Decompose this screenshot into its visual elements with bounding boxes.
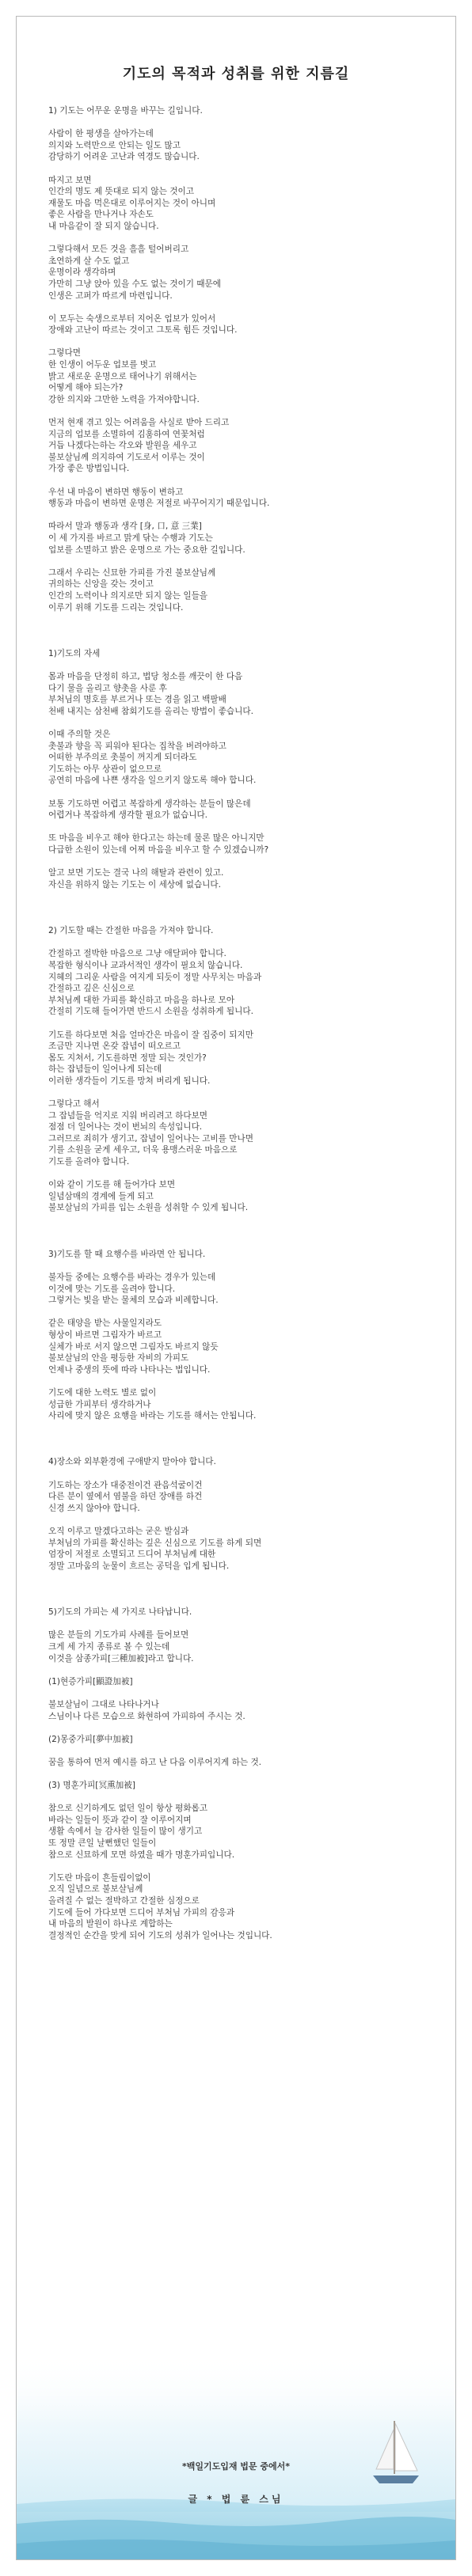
text-line: 그 잡념들을 억지로 지워 버리려고 하다보면 xyxy=(48,1110,208,1121)
text-line: 불보살님의 가피를 입는 소원을 성취할 수 있게 됩니다. xyxy=(48,1203,249,1213)
sailboat-icon xyxy=(368,2417,424,2492)
text-line: 오직 이루고 말겠다고하는 굳은 발심과 xyxy=(48,1527,189,1537)
text-line: 1)기도의 자세 xyxy=(48,648,101,658)
text-line: 2) 기도할 때는 간절한 마음을 가져야 합니다. xyxy=(48,926,214,936)
text-line: 먼저 현재 겪고 있는 어려움을 사실로 받아 드리고 xyxy=(48,418,230,428)
text-line: 감당하기 어려운 고난과 역경도 많습니다. xyxy=(48,152,200,162)
paragraph xyxy=(48,833,432,856)
text-line: 불보살님이 그대로 나타나거나 xyxy=(48,1699,159,1709)
text-line: 좋은 사람을 만나거나 자손도 xyxy=(48,210,154,220)
text-line: 같은 태양을 받는 사물일지라도 xyxy=(48,1318,162,1329)
text-line: 바라는 일들이 뜻과 같이 잘 이루어지며 xyxy=(48,1815,192,1825)
text-line: 이 세 가지를 바르고 맑게 닦는 수행과 기도는 xyxy=(48,533,213,543)
text-line: 참으로 신기하게도 없던 일이 항상 평화롭고 xyxy=(48,1804,208,1814)
paragraph xyxy=(48,1098,432,1168)
paragraph xyxy=(48,1734,432,1746)
text-line xyxy=(48,1433,432,1445)
text-line: 거듭 나겠다는하는 각오와 발원을 세우고 xyxy=(48,441,197,451)
paragraph xyxy=(48,948,432,1018)
text-line: (1)현증가피[顯證加被] xyxy=(48,1676,133,1686)
text-line: 하는 잡념들이 일어나게 되는데 xyxy=(48,1064,162,1075)
text-line: 일념삼매의 경계에 들게 되고 xyxy=(48,1191,154,1201)
paragraph xyxy=(48,521,432,556)
paragraph xyxy=(48,347,432,405)
footer-author: 글 * 법 륜 스님 xyxy=(188,2494,284,2505)
paragraph xyxy=(48,313,432,336)
text-line: 이것을 삼종가피[三種加被]라고 합니다. xyxy=(48,1653,194,1664)
paragraph xyxy=(48,1676,432,1688)
text-line: 언제나 중생의 뜻에 따라 나타나는 법입니다. xyxy=(48,1364,211,1375)
paragraph xyxy=(48,1757,432,1769)
text-line: 가장 좋은 방법입니다. xyxy=(48,464,130,474)
paragraph xyxy=(48,1318,432,1375)
paragraph xyxy=(48,1699,432,1722)
text-line: 4)장소와 외부환경에 구애받지 말아야 합니다. xyxy=(48,1457,216,1467)
text-line: (3) 명훈가피[冥熏加被] xyxy=(48,1781,135,1791)
paragraph xyxy=(48,1456,432,1468)
paragraph xyxy=(48,1607,432,1618)
paragraph xyxy=(48,1526,432,1572)
text-line: 이러한 생각들이 기도를 망쳐 버리게 됩니다. xyxy=(48,1076,211,1086)
text-line: 따라서 말과 행동과 생각 [身, 口, 意 三業] xyxy=(48,522,202,532)
text-line: 그래서 우리는 신묘한 가피를 가진 불보살님께 xyxy=(48,567,216,578)
text-line: 올려질 수 없는 절박하고 간절한 심정으로 xyxy=(48,1896,200,1906)
text-line: 간절하고 깊은 신심으로 xyxy=(48,984,135,994)
text-line: 의지와 노력만으로 안되는 일도 많고 xyxy=(48,140,181,150)
text-line: 알고 보면 기도는 결국 나의 해탈과 관련이 있고. xyxy=(48,868,224,878)
paragraph xyxy=(48,1803,432,1861)
text-line: 이 모두는 숙생으로부터 지어온 업보가 있어서 xyxy=(48,313,216,324)
text-line: 점점 더 일어나는 것이 번뇌의 속성입니다. xyxy=(48,1122,203,1132)
paragraph xyxy=(48,1249,432,1261)
text-line: 그렇다해서 모든 것을 흘흘 털어버리고 xyxy=(48,245,189,255)
text-line: 몸과 마음을 단정히 하고, 법당 청소를 깨끗이 한 다음 xyxy=(48,672,243,682)
text-line: 스님이나 다른 모습으로 화현하여 가피하여 주시는 것. xyxy=(48,1711,246,1721)
text-line: 불보살님의 안을 평등한 자비의 가피도 xyxy=(48,1353,189,1364)
text-line: 사람이 한 평생을 살아가는데 xyxy=(48,129,154,139)
text-line: (2)몽중가피[夢中加被] xyxy=(48,1734,133,1744)
text-line xyxy=(48,625,432,637)
paragraph xyxy=(48,487,432,510)
text-line: 우선 내 마음이 변하면 행동이 변하고 xyxy=(48,487,184,497)
text-line: 어떠한 부주의로 촛불이 꺼지게 되더라도 xyxy=(48,753,197,763)
text-line: 많은 분들의 기도가피 사례를 들어보면 xyxy=(48,1630,189,1641)
text-line: 부처님의 명호를 부르거나 또는 경을 읽고 백팔배 xyxy=(48,695,226,705)
page-title: 기도의 목적과 성취를 위한 지름길 xyxy=(122,66,350,82)
paragraph xyxy=(48,175,432,233)
text-line: 이것에 맞는 기도를 올려야 합니다. xyxy=(48,1284,176,1294)
text-line: 1) 기도는 어무운 운명을 바꾸는 길입니다. xyxy=(48,106,203,116)
text-line: 부처님의 가피를 확신하는 깊은 신심으로 기도를 하게 되면 xyxy=(48,1538,262,1548)
paragraph xyxy=(48,799,432,821)
text-line: 강한 의지와 그만한 노력을 가져야합니다. xyxy=(48,394,200,404)
text-line: 결정적인 순간을 맞게 되어 기도의 성취가 일어나는 것입니다. xyxy=(48,1930,272,1941)
text-line: 5)기도의 가피는 세 가지로 나타납니다. xyxy=(48,1607,192,1618)
paragraph xyxy=(48,1387,432,1422)
text-line: 불자들 중에는 요행수를 바라는 경우가 있는데 xyxy=(48,1272,216,1282)
text-line: 기도를 하다보면 처음 얼마간은 마음이 잘 집중이 되지만 xyxy=(48,1030,253,1040)
text-line: 기도하는 아무 상관이 없으므로 xyxy=(48,764,162,774)
text-line: 초연하게 살 수도 없고 xyxy=(48,256,130,266)
text-line: 어렵거나 복잡하게 생각할 필요가 없습니다. xyxy=(48,810,208,821)
text-line: 인생은 고퍼가 따르게 마련입니다. xyxy=(48,290,173,301)
text-line: 간절하고 절박한 마음으로 그냥 애달퍼야 합니다. xyxy=(48,949,226,959)
text-line: 기도를 올려야 합니다. xyxy=(48,1157,130,1167)
text-line: 복잡한 형식이나 교과서적인 생각이 필요치 않습니다. xyxy=(48,960,243,970)
text-line: 촛불과 향을 꼭 피워야 된다는 집착을 버려야하고 xyxy=(48,741,226,751)
paragraph xyxy=(48,867,432,890)
text-line: 자신을 위하지 않는 기도는 이 세상에 없습니다. xyxy=(48,879,222,890)
footer-note: *백일기도입재 법문 중에서* xyxy=(181,2461,291,2472)
paragraph xyxy=(48,648,432,660)
text-line: 어떻게 해야 되는가? xyxy=(48,383,124,393)
text-line: 이와 같이 기도를 해 들어가다 보면 xyxy=(48,1180,176,1190)
text-line: 그렇다고 해서 xyxy=(48,1099,100,1110)
paragraph xyxy=(48,128,432,163)
text-line: 참으로 신묘하게 모면 하였을 때가 명훈가피입니다. xyxy=(48,1849,235,1860)
text-line: 재물도 마음 먹은대로 이루어지는 것이 아니며 xyxy=(48,198,216,208)
text-line xyxy=(48,902,432,914)
text-line: 내 마음의 발원이 하나로 계합하는 xyxy=(48,1919,173,1929)
text-line: 지금의 업보를 소멸하여 김훔하여 연꽃처럼 xyxy=(48,429,205,439)
text-line: 엄장이 저절로 소멸되고 드디어 부처님께 대한 xyxy=(48,1550,216,1560)
paragraph xyxy=(48,1480,432,1515)
text-line xyxy=(48,1584,432,1595)
text-line: 한 인생이 어두운 업보를 벗고 xyxy=(48,360,157,370)
text-line: 조금만 지나면 온갖 잡념이 떠오르고 xyxy=(48,1041,181,1052)
paragraph xyxy=(48,902,432,914)
text-line: 신경 쓰지 않아야 합니다. xyxy=(48,1503,140,1513)
text-line: 그러므로 죄히가 생기고, 잡념이 일어나는 고비를 만나면 xyxy=(48,1133,253,1144)
paragraph xyxy=(48,1030,432,1087)
text-line: 지혜의 그리운 사람을 여지게 되듯이 정말 사무치는 마음과 xyxy=(48,972,262,982)
text-line: 불보살님께 의지하여 기도로서 이루는 것이 xyxy=(48,452,205,462)
paragraph xyxy=(48,1584,432,1595)
paragraph xyxy=(48,244,432,302)
text-line: 기도하는 장소가 대중전이건 관음석굴이건 xyxy=(48,1480,203,1490)
text-line: 가만히 그냥 앉아 있을 수도 없는 것이기 때문에 xyxy=(48,279,222,289)
text-line: 형상이 바르면 그림자가 바르고 xyxy=(48,1330,162,1340)
text-line: 보통 기도하면 어렵고 복잡하게 생각하는 분들이 많은데 xyxy=(48,799,251,809)
text-line: 또 정말 큰일 날뻔했던 일들이 xyxy=(48,1838,157,1849)
text-line: 인간의 명도 제 뜻대로 되지 않는 것이고 xyxy=(48,187,194,197)
text-line: 다급한 소원이 있는데 어찌 마음을 비우고 할 수 있겠습니까? xyxy=(48,845,269,855)
text-line: 정말 고마움의 눈물이 흐르는 공덕을 입게 됩니다. xyxy=(48,1561,230,1571)
paragraph xyxy=(48,105,432,117)
text-line: 내 마음같이 잘 되지 않습니다. xyxy=(48,221,159,231)
paragraph xyxy=(48,1179,432,1214)
document-frame xyxy=(16,16,456,2560)
text-line: 공연히 마음에 나쁜 생각을 일으키지 않도록 해야 합니다. xyxy=(48,776,257,786)
paragraph xyxy=(48,671,432,717)
text-line: 실체가 바로 서지 않으면 그림자도 바르지 않듯 xyxy=(48,1341,219,1352)
text-line: 또 마음을 비우고 해야 한다고는 하는데 물론 많은 아니지만 xyxy=(48,833,265,844)
text-line: 기도에 들어 가다보면 드디어 부처님 가피의 감응과 xyxy=(48,1907,235,1918)
text-line: 인간의 노력이나 의지로만 되지 않는 일들을 xyxy=(48,590,208,601)
document-body xyxy=(48,105,432,1953)
text-line: 따지고 보면 xyxy=(48,175,92,185)
paragraph xyxy=(48,1872,432,1942)
text-line: 운명이라 생각하며 xyxy=(48,267,116,278)
text-line: 이때 주의할 것은 xyxy=(48,730,111,740)
paragraph xyxy=(48,625,432,637)
text-line: 업보를 소멸하고 밝은 운명으로 가는 중요한 길입니다. xyxy=(48,544,246,555)
text-line: 다기 물을 올리고 향촛을 사룬 후 xyxy=(48,683,167,693)
text-line: 생활 속에서 늘 감사한 일들이 많이 생기고 xyxy=(48,1827,203,1837)
paragraph xyxy=(48,1780,432,1792)
text-line: 꿈을 통하여 먼저 예시를 하고 난 다음 이루어지게 하는 것. xyxy=(48,1757,262,1767)
paragraph xyxy=(48,417,432,475)
text-line: 간절히 기도해 들어가면 반드시 소원을 성취하게 됩니다. xyxy=(48,1007,253,1017)
text-line: 사리에 맞지 않은 요행을 바라는 기도를 해서는 안됩니다. xyxy=(48,1411,257,1421)
text-line: 천배 내지는 삼천배 참회기도를 올리는 방법이 좋습니다. xyxy=(48,706,253,716)
text-line: 그렇다면 xyxy=(48,348,81,359)
text-line: 기를 소원을 굳게 세우고, 더욱 용맹스러운 마음으로 xyxy=(48,1145,238,1155)
paragraph xyxy=(48,925,432,937)
paragraph xyxy=(48,1433,432,1445)
text-line: 장애와 고난이 따르는 것이고 그토록 힘든 것입니다. xyxy=(48,325,238,336)
text-line xyxy=(48,1226,432,1238)
text-line: 기도란 마음이 흔들림이없이 xyxy=(48,1872,151,1883)
text-line: 3)기도를 할 때 요행수를 바라면 안 됩니다. xyxy=(48,1249,206,1259)
text-line: 이루기 위해 기도를 드리는 것입니다. xyxy=(48,602,184,613)
paragraph xyxy=(48,1272,432,1307)
text-line: 행동과 마음이 변하면 운명은 저절로 바꾸어지기 때문입니다. xyxy=(48,499,270,509)
text-line: 오직 일념으로 불보살님께 xyxy=(48,1884,143,1895)
text-line: 성급한 가피부터 생각하거나 xyxy=(48,1399,151,1409)
paragraph xyxy=(48,1226,432,1238)
text-line: 몸도 지쳐서, 기도를하면 정말 되는 것인가? xyxy=(48,1053,207,1063)
text-line: 다른 분이 옆에서 염불을 하던 장애를 하건 xyxy=(48,1492,203,1502)
text-line: 밝고 새로운 운명으로 태어나기 위해서는 xyxy=(48,371,197,381)
paragraph xyxy=(48,567,432,613)
text-line: 기도에 대한 노력도 별로 없이 xyxy=(48,1387,157,1398)
text-line: 그렇거는 빛을 받는 물체의 모습과 비례합니다. xyxy=(48,1296,219,1306)
paragraph xyxy=(48,729,432,787)
text-line: 귀의하는 신앙을 갖는 것이고 xyxy=(48,579,154,590)
paragraph xyxy=(48,1629,432,1664)
text-line: 크게 세 가지 종류로 볼 수 있는데 xyxy=(48,1641,170,1652)
text-line: 부처님께 대한 가피를 확신하고 마음을 하나로 모아 xyxy=(48,995,235,1005)
